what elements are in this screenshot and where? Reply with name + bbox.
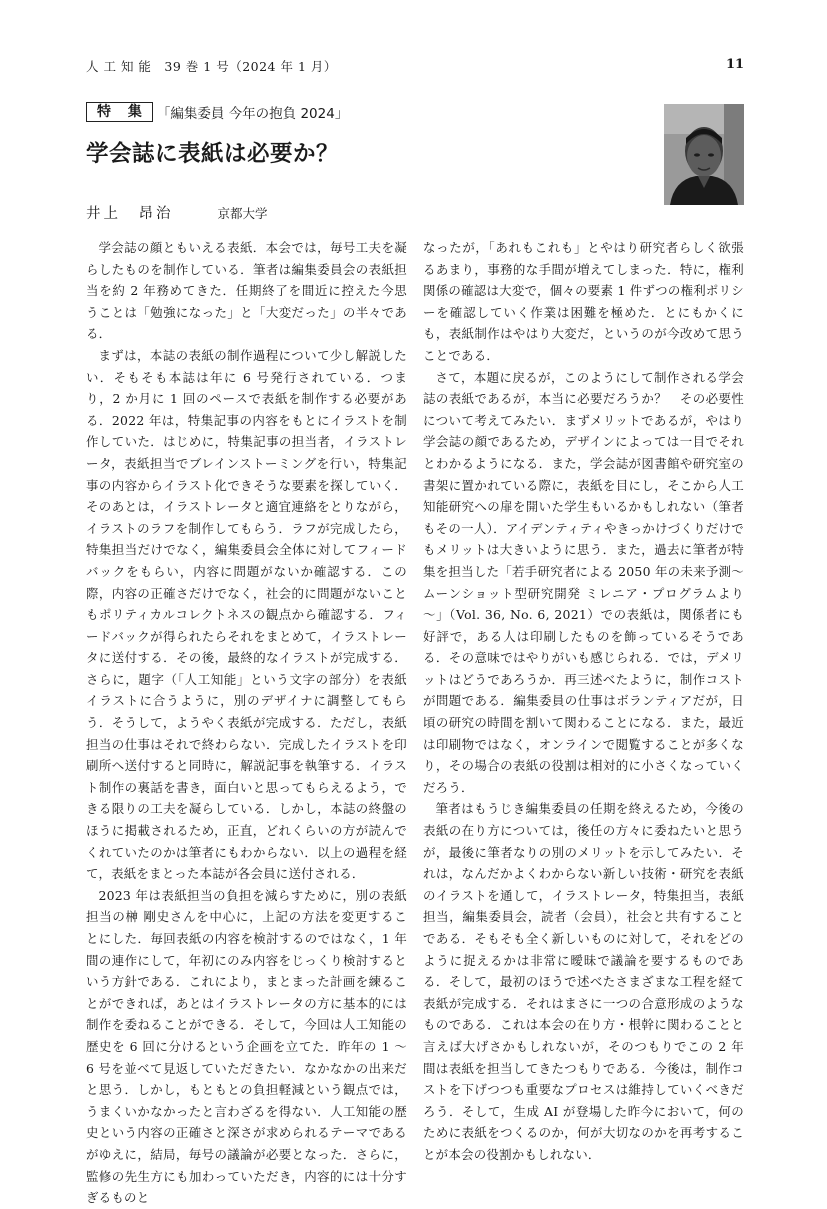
feature-series: 「編集委員 今年の抱負 2024」 xyxy=(156,106,349,122)
paragraph: まずは，本誌の表紙の制作過程について少し解説したい．そもそも本誌は年に 6 号発行されている．つまり，2 か月に 1 回のペースで表紙を制作する必要がある．2022 年は，特集記事の内容をもとにイラストを制作していた．はじめに，特集記事の担当者，イラストレータ，表紙担当でブレインストーミングを行い，特集記事の内容からイラスト化できそうな要素を探していく．そのあとは，イラストレータと適宜連絡をとりながら，イラストのラフを制作してもらう．ラフが完成したら，特集担当だけでなく，編集委員会全体に対してフィードバックをもらい，内容に問題がないか確認する．この際，内容の正確さだけでなく，社会的に問題がないこともポリティカルコレクトネスの観点から確認する．フィードバックが得られたらそれをまとめて，イラストレータに送付する．その後，最終的なイラストが完成する．さらに，題字（「人工知能」という文字の部分）を表紙イラストに合うように，別のデザイナに調整してもらう．そうして，ようやく表紙が完成する．ただし，表紙担当の仕事はそれで終わらない．完成したイラストを印刷所へ送付すると同時に，解説記事を執筆する．イラスト制作の裏話を書き，面白いと思ってもらえるよう，できる限りの工夫を凝らしている．しかし，本誌の終盤のほうに掲載されるため，正直，どれくらいの方が読んでくれていたのかは筆者にもわからない．以上の過程を経て，表紙をまとった本誌が各会員に送付される． xyxy=(86,347,407,882)
author-affiliation: 京都大学 xyxy=(217,206,268,221)
paragraph: 筆者はもうじき編集委員の任期を終えるため，今後の表紙の在り方については，後任の方々に委ねたいと思うが，最後に筆者なりの別のメリットを示してみたい．それは，なんだかよくわからない新しい技術・研究を表紙のイラストを通して，イラストレータ，特集担当，表紙担当，編集委員会，読者（会員），社会と共有することである．そもそも全く新しいものに対して，それをどのように捉えるかは非常に曖昧で議論を要するものである．そして，最初のほうで述べたさまざまな工程を経て表紙が完成する．それはまさに一つの合意形成のようなものである．これは本会の在り方・根幹に関わることと言えば大げさかもしれないが，そのつもりでこの 2 年間は表紙を担当してきたつもりである．今後は，制作コストを下げつつも重要なプロセスは維持していくべきだろう．そして，生成 AI が登場した昨今において，何のために表紙をつくるのか，何が大切なのかを再考することが本会の役割かもしれない． xyxy=(423,801,744,1162)
feature-label xyxy=(86,101,348,123)
paragraph: さて，本題に戻るが，このようにして制作される学会誌の表紙であるが，本当に必要だろうか？ その必要性について考えてみたい．まずメリットであるが，やはり学会誌の顔であるため，デザインによっては一目でそれとわかるようになる．また，学会誌が図書館や研究室の書架に置かれている際に，表紙を目にし，そこから人工知能研究への扉を開いた学生もいるかもしれない（筆者もその一人）．アイデンティティやきっかけづくりだけでもメリットは大きいように思う．また，過去に筆者が特集を担当した「若手研究者による 2050 年の未来予測～ムーンショット型研究開発 ミレニア・プログラムより～」（Vol. 36, No. 6, 2021）での表紙は，関係者にも好評で，ある人は印刷したものを飾っているそうである．その意味ではやりがいも感じられる．では，デメリットはどうであろうか．再三述べたように，制作コストが問題である．編集委員の仕事はボランティアだが，日頃の研究の時間を割いて関わることになる．また，最近は印刷物ではなく，オンラインで閲覧することが多くなり，その場合の表紙の役割は相対的に小さくなっていくだろう． xyxy=(423,369,744,795)
body-column-left xyxy=(86,237,407,1209)
paragraph: 2023 年は表紙担当の負担を減らすために，別の表紙担当の榊 剛史さんを中心に，上記の方法を変更することにした．毎回表紙の内容を検討するのではなく，1 年間の連作にして，年初にのみ内容をじっくり検討するという方針である．これにより，まとまった計画を練ることができれば，あとはイラストレータの方に基本的には制作を委ねることができる．そして，今回は人工知能の歴史を 6 回に分けるという企画を立てた．昨年の 1 ～ 6 号を並べて見返していただきたい．なかなかの出来だと思う．しかし，もともとの負担軽減という観点では，うまくいかなかったと言わざるを得ない．人工知能の歴史という内容の正確さと深さが求められるテーマであるがゆえに，結局，毎号の議論が必要となった．さらに，監修の先生方にも加わっていただき，内容的には十分すぎるものと xyxy=(86,887,407,1206)
running-head: 人 工 知 能 39 巻 1 号（2024 年 1 月） xyxy=(86,59,337,74)
paragraph: 学会誌の顔ともいえる表紙．本会では，毎号工夫を凝らしたものを制作している．筆者は編集委員会の表紙担当を約 2 年務めてきた．任期終了を間近に控えた今思うことは「勉強になった」と「大変だった」の半々である． xyxy=(86,240,407,342)
author-line xyxy=(86,202,268,223)
page-number: 11 xyxy=(726,57,745,72)
author-portrait-icon xyxy=(664,104,744,205)
body-column-right xyxy=(423,237,744,1166)
paragraph: なったが，「あれもこれも」とやはり研究者らしく欲張るあまり，事務的な手間が増えてしまった．特に，権利関係の確認は大変で，個々の要素 1 件ずつの権利ポリシーを確認していく作業は困難を極めた．とにもかくにも，表紙制作はやはり大変だ，というのが今改めて思うことである． xyxy=(423,240,744,363)
author-name: 井上 昂治 xyxy=(86,206,174,222)
feature-badge: 特 集 xyxy=(86,102,153,122)
article-title: 学会誌に表紙は必要か？ xyxy=(86,141,340,167)
